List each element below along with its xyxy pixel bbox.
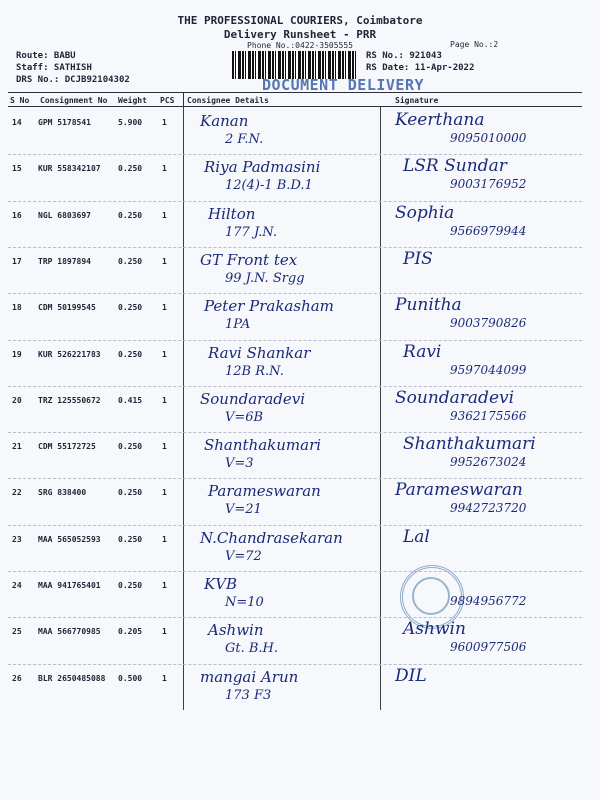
row-pcs: 1	[162, 395, 167, 405]
consignee-address: 12(4)-1 B.D.1	[225, 178, 313, 194]
handwritten-phone: 9600977506	[450, 640, 527, 655]
header-top-rule	[8, 92, 582, 93]
consignee-left-border	[183, 106, 184, 710]
runsheet-subtitle: Delivery Runsheet - PRR	[223, 28, 377, 41]
col-consignee: Consignee Details	[187, 96, 269, 105]
row-consignment-no: KUR 526221783	[38, 349, 101, 359]
row-sno: 20	[12, 395, 22, 405]
row-pcs: 1	[162, 627, 167, 637]
row-separator	[8, 201, 582, 202]
consignee-name: Hilton	[208, 204, 256, 223]
row-consignment-no: CDM 50199545	[38, 303, 96, 313]
col-weight: Weight	[118, 96, 147, 105]
consignee-address: N=10	[225, 595, 264, 610]
row-weight: 0.250	[118, 164, 143, 174]
drs-number: DRS No.: DCJB92104302	[16, 75, 130, 85]
row-pcs: 1	[162, 581, 167, 590]
row-sno: 23	[12, 534, 22, 544]
consignee-name: Riya Padmasini	[204, 158, 321, 177]
row-consignment-no: MAA 941765401	[38, 581, 101, 590]
handwritten-phone: 9362175566	[450, 408, 527, 423]
handwritten-phone: 9566979944	[450, 223, 527, 238]
consignee-address: V=6B	[225, 409, 264, 425]
route-label: Route: BABU	[16, 51, 76, 61]
handwritten-phone: 9003176952	[450, 177, 527, 192]
row-pcs: 1	[162, 442, 167, 452]
row-pcs: 1	[162, 534, 167, 544]
consignee-address: 99 J.N. Srgg	[225, 270, 305, 286]
rs-date: RS Date: 11-Apr-2022	[366, 63, 475, 73]
consignee-address: Gt. B.H.	[225, 641, 279, 657]
header-bottom-rule	[8, 106, 582, 107]
handwritten-phone: 9597044099	[450, 362, 527, 377]
consignee-name: KVB	[204, 575, 238, 593]
signature-left-border	[380, 106, 381, 710]
consignee-name: Peter Prakasham	[204, 297, 334, 316]
row-pcs: 1	[162, 349, 167, 359]
round-seal-inner	[412, 577, 450, 615]
handwritten-signature: Punitha	[395, 295, 462, 316]
row-sno: 22	[12, 488, 22, 498]
row-sno: 24	[12, 581, 22, 590]
consignee-name: GT Front tex	[200, 250, 298, 269]
row-weight: 0.250	[118, 303, 143, 313]
row-sno: 19	[12, 349, 22, 359]
consignee-address: 173 F3	[225, 687, 272, 703]
consignee-address: V=72	[225, 548, 262, 564]
row-weight: 5.900	[118, 118, 143, 127]
row-sno: 25	[12, 627, 22, 637]
consignee-name: Ashwin	[208, 621, 264, 640]
row-separator	[8, 432, 582, 433]
row-weight: 0.250	[118, 256, 143, 266]
consignee-name: Shanthakumari	[204, 436, 322, 455]
row-pcs: 1	[162, 673, 167, 683]
document-delivery-stamp: DOCUMENT DELIVERY	[262, 76, 425, 94]
row-consignment-no: TRZ 125550672	[38, 395, 101, 405]
row-pcs: 1	[162, 256, 167, 266]
handwritten-phone: 9003790826	[450, 316, 527, 331]
row-separator	[8, 293, 582, 294]
handwritten-signature: LSR Sundar	[403, 156, 507, 177]
consignee-address: 177 J.N.	[225, 224, 277, 240]
consignee-address: 12B R.N.	[225, 363, 284, 379]
row-sno: 18	[12, 303, 22, 313]
row-separator	[8, 340, 582, 341]
consignee-address: 1PA	[225, 317, 251, 333]
row-consignment-no: TRP 1897894	[38, 256, 91, 266]
row-separator	[8, 478, 582, 479]
row-separator	[8, 617, 582, 618]
row-weight: 0.250	[118, 442, 143, 452]
handwritten-phone: 9095010000	[450, 131, 527, 145]
row-consignment-no: KUR 558342107	[38, 164, 101, 174]
handwritten-signature: Keerthana	[395, 110, 485, 130]
consignee-address: 2 F.N.	[225, 132, 264, 147]
col-divider	[183, 92, 184, 106]
row-pcs: 1	[162, 118, 167, 127]
row-weight: 0.250	[118, 534, 143, 544]
row-consignment-no: GPM 5178541	[38, 118, 91, 127]
row-sno: 16	[12, 210, 22, 220]
handwritten-phone: 9952673024	[450, 455, 527, 470]
row-weight: 0.500	[118, 673, 143, 683]
row-separator	[8, 664, 582, 665]
row-weight: 0.205	[118, 627, 143, 637]
handwritten-signature: Parameswaran	[395, 480, 523, 501]
col-pcs: PCS	[160, 96, 175, 105]
handwritten-signature: Soundaradevi	[395, 387, 515, 408]
row-separator	[8, 247, 582, 248]
row-consignment-no: BLR 2650485088	[38, 673, 106, 683]
col-consignment: Consignment No	[40, 96, 108, 105]
consignee-name: Soundaradevi	[200, 389, 306, 408]
row-sno: 21	[12, 442, 22, 452]
row-consignment-no: CDM 55172725	[38, 442, 96, 452]
row-sno: 14	[12, 118, 22, 127]
rs-number: RS No.: 921043	[366, 51, 442, 61]
phone-number: Phone No.:0422-3505555	[247, 41, 353, 50]
row-sno: 26	[12, 673, 22, 683]
consignee-name: Parameswaran	[208, 482, 321, 501]
row-pcs: 1	[162, 164, 167, 174]
row-weight: 0.415	[118, 395, 143, 405]
row-separator	[8, 571, 582, 572]
row-separator	[8, 154, 582, 155]
col-signature: Signature	[395, 96, 439, 105]
row-sno: 15	[12, 164, 22, 174]
handwritten-signature: Ravi	[403, 341, 442, 362]
handwritten-signature: PIS	[403, 248, 433, 269]
staff-label: Staff: SATHISH	[16, 63, 92, 73]
row-weight: 0.250	[118, 210, 143, 220]
row-sno: 17	[12, 256, 22, 266]
consignee-name: N.Chandrasekaran	[200, 528, 343, 547]
consignee-address: V=21	[225, 502, 262, 518]
row-separator	[8, 525, 582, 526]
row-weight: 0.250	[118, 349, 143, 359]
consignee-name: mangai Arun	[200, 667, 299, 686]
handwritten-phone: 9894956772	[450, 594, 527, 608]
row-weight: 0.250	[118, 581, 143, 590]
handwritten-signature: Shanthakumari	[403, 434, 536, 455]
row-consignment-no: NGL 6803697	[38, 210, 91, 220]
col-sno: S No	[10, 96, 30, 105]
handwritten-signature: Ashwin	[403, 619, 466, 640]
row-weight: 0.250	[118, 488, 143, 498]
handwritten-phone: 9942723720	[450, 501, 527, 516]
runsheet-title: THE PROFESSIONAL COURIERS, Coimbatore	[177, 14, 423, 27]
row-pcs: 1	[162, 210, 167, 220]
row-consignment-no: MAA 566770985	[38, 627, 101, 637]
barcode	[232, 51, 356, 79]
row-separator	[8, 386, 582, 387]
consignee-name: Ravi Shankar	[208, 343, 311, 362]
row-consignment-no: SRG 838400	[38, 488, 87, 498]
row-pcs: 1	[162, 488, 167, 498]
handwritten-signature: Sophia	[395, 202, 455, 223]
consignee-name: Kanan	[200, 112, 249, 130]
handwritten-signature: DIL	[395, 665, 427, 686]
consignee-address: V=3	[225, 456, 254, 472]
row-pcs: 1	[162, 303, 167, 313]
page-number: Page No.:2	[450, 40, 499, 49]
row-consignment-no: MAA 565052593	[38, 534, 101, 544]
handwritten-signature: Lal	[403, 526, 430, 547]
